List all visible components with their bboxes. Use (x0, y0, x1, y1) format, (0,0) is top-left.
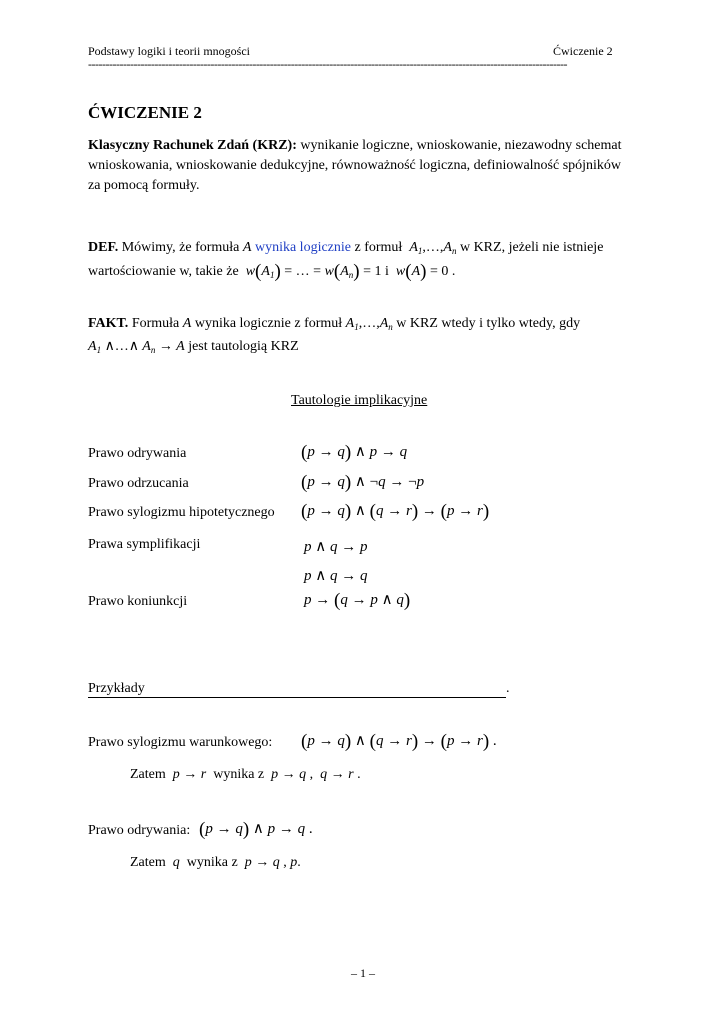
tautology-name: Prawo odrywania (88, 446, 187, 461)
fact-text-3: w KRZ wtedy i tylko wtedy, gdy (392, 316, 581, 331)
example-1-formula: (p → q) ∧ (q → r) → (p → r) . (301, 731, 497, 752)
example-2-follows: wynika z (186, 855, 238, 870)
examples-heading (88, 681, 506, 698)
example-2-premises: p → q , p. (241, 855, 301, 870)
page-number: – 1 – (351, 966, 375, 980)
fact-text-2: wynika logicznie z formuł (191, 316, 346, 331)
example-2-result: q (169, 855, 184, 870)
fact-text-4: jest tautologią KRZ (188, 339, 299, 354)
fact-formula-implication: $A_1$ ∧…∧ $A_n \to A$ (88, 339, 185, 355)
tautology-formula: p ∧ q → q (304, 568, 368, 584)
intro-text: wynikanie logiczne, wnioskowanie, niezawodny schemat wnioskowania, wnioskowanie dedukcyjne, równoważność logiczna, definiowalność spójników za pomocą formuły. (88, 138, 622, 193)
fact-line-1 (88, 316, 580, 332)
def-text-1: Mówimy, że formuła (118, 240, 243, 255)
tautology-name: Prawo koniunkcji (88, 594, 188, 609)
def-formula-a: A (242, 240, 252, 255)
example-2-label: Prawo odrywania: (88, 823, 191, 838)
fact-formulas: $A_1,\dots,A_n$ (345, 316, 393, 332)
fact-text-1: Formuła (128, 316, 183, 331)
tautology-formula: (p → q) ∧ (q → r) → (p → r) (301, 501, 490, 522)
example-1-then: Zatem (130, 767, 166, 782)
examples-heading-end: . (506, 681, 510, 696)
tautology-formula: (p → q) ∧ ¬q → ¬p (301, 472, 425, 493)
def-label: DEF. (88, 240, 119, 255)
fact-label: FAKT. (88, 316, 129, 331)
example-1-result: p → r (169, 767, 210, 782)
intro-bold: Klasyczny Rachunek Zdań (KRZ): (88, 138, 297, 153)
header-right: Ćwiczenie 2 (553, 44, 613, 58)
def-text-2: z formuł (351, 240, 406, 255)
example-1-follows: wynika z (213, 767, 265, 782)
def-term-link: wynika logicznie (254, 240, 351, 255)
examples-heading-text: Przykłady (88, 681, 145, 696)
tautology-name: Prawo sylogizmu hipotetycznego (88, 505, 275, 520)
example-2-conclusion (130, 855, 301, 871)
def-text-3: w KRZ, jeżeli nie istnieje (456, 240, 604, 255)
def-formulas: $A_1,\dots,A_n$ (405, 240, 457, 256)
example-1-conclusion (130, 767, 361, 783)
example-2-formula: (p → q) ∧ p → q . (199, 819, 313, 840)
tautology-formula: p ∧ q → p (304, 539, 368, 555)
tautologies-heading: Tautologie implikacyjne (291, 393, 428, 408)
def-line2-text: wartościowanie w, takie że (88, 264, 239, 279)
tautology-formula: p → (q → p ∧ q) (304, 590, 411, 611)
definition-line-2 (88, 261, 455, 283)
tautology-formula: (p → q) ∧ p → q (301, 442, 408, 463)
intro-paragraph (88, 136, 636, 196)
example-1-premises: p → q , q → r . (267, 767, 361, 782)
def-and-word: i (385, 264, 389, 279)
example-1-label: Prawo sylogizmu warunkowego: (88, 735, 273, 750)
fact-formula-a: A (182, 316, 192, 331)
page-title: ĆWICZENIE 2 (88, 103, 202, 122)
tautology-name: Prawa symplifikacji (88, 537, 201, 552)
example-2-then: Zatem (130, 855, 166, 870)
header-rule: ----------------------------------------------------------------------------------------------------------------------------------------- (88, 57, 567, 71)
def-valuation-formula: $w(A_1)$ = … = $w(A_n) = 1$ (242, 261, 386, 282)
def-valuation-result: w(A) = 0 . (392, 261, 456, 282)
definition-line-1 (88, 240, 603, 256)
tautology-name: Prawo odrzucania (88, 476, 189, 491)
fact-line-2 (88, 338, 299, 355)
header-left: Podstawy logiki i teorii mnogości (88, 44, 250, 58)
